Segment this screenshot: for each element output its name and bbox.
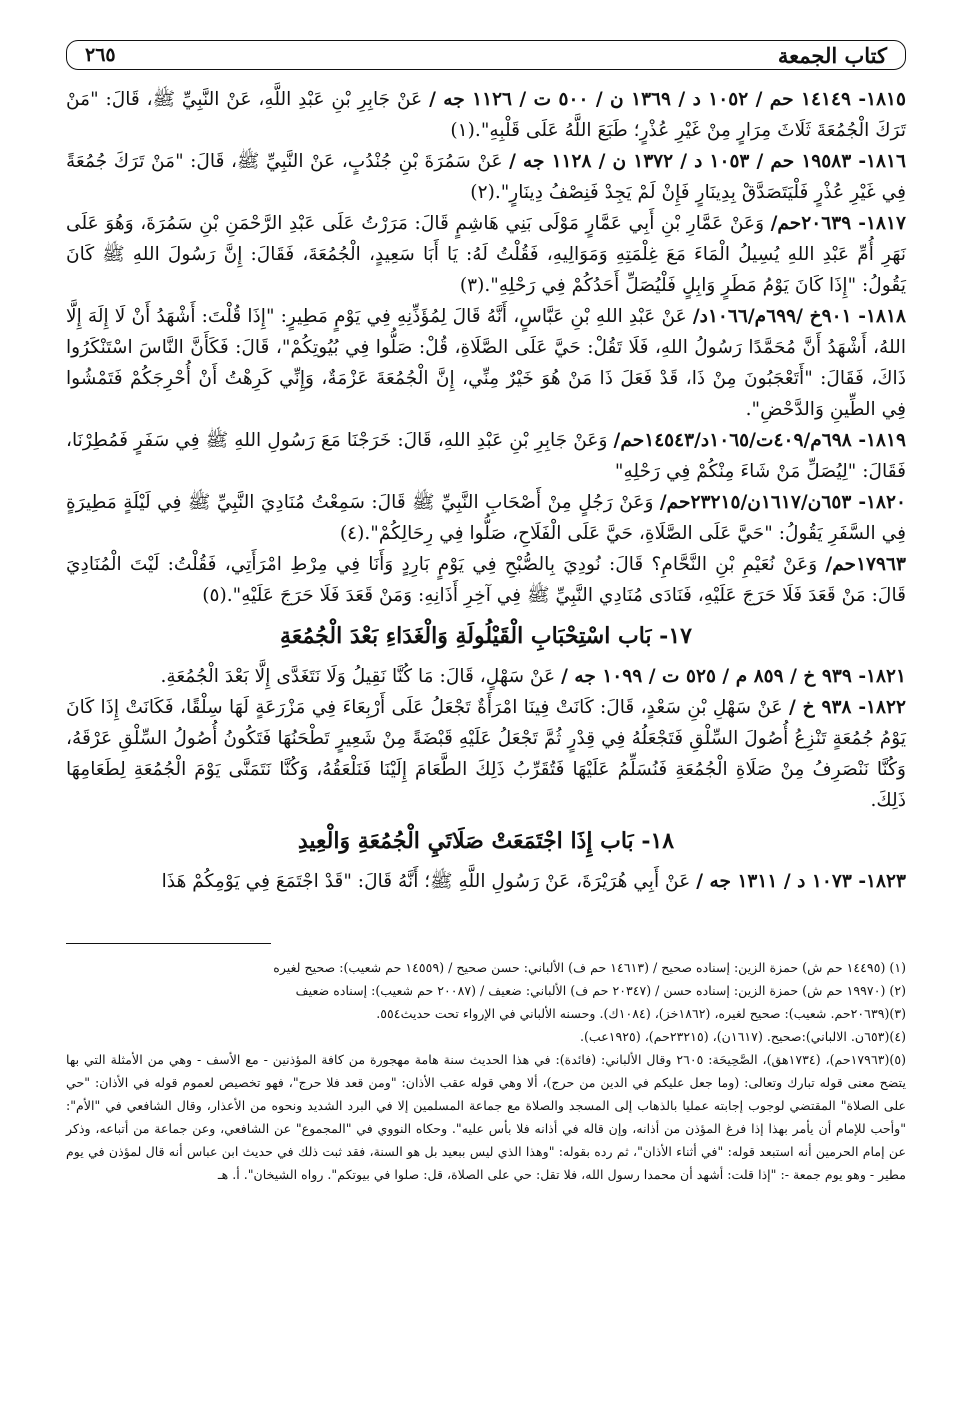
hadith-17963 (66, 549, 906, 611)
hadith-1816 (66, 146, 906, 208)
chapter-heading-17: ١٧- بَاب اسْتِحْبَابِ الْقَيْلُولَةِ وَالْغَدَاءِ بَعْدَ الْجُمُعَةِ (280, 623, 692, 649)
chapter-heading-18: ١٨- بَاب إِذَا اجْتَمَعَتْ صَلَاتَيِ الْجُمُعَةِ وَالْعِيدِ (297, 828, 675, 854)
page-header (66, 40, 906, 70)
book-title: كتاب الجمعة (777, 42, 887, 68)
hadith-number: ١٨١٩- ٦٩٨م/٤٠٩ت/١٠٦٥د/١٤٥٤٣حم/ (613, 430, 906, 451)
hadith-text: وَعَنْ نُعَيْمِ بْنِ النَّحَّامِ؟ قَالَ: نُودِيَ بِالصُّبْحِ فِي يَوْمٍ بَارِدٍ وَأَنَا فِي مِرْطِ امْرَأَتِي، فَقُلْتُ: لَيْتَ الْمُنَادِيَ قَالَ: مَنْ قَعَدَ فَلَا حَرَجَ عَلَيْهِ، فَنَادَى مُنَادِي النَّبِيِّ ﷺ فِي آخِرِ أَذَانِهِ: وَمَنْ قَعَدَ فَلَا حَرَجَ عَلَيْهِ".(٥) (66, 554, 906, 606)
hadith-text: عَنْ سَهْلِ بْنِ سَعْدٍ، قَالَ: كَانَتْ فِينَا امْرَأَةٌ تَجْعَلُ عَلَى أَرْبِعَاءَ فِي مَزْرَعَةٍ لَهَا سِلْقًا، فَكَانَتْ إِذَا كَانَ يَوْمُ جُمُعَةٍ تَنْزِعُ أُصُولَ السِّلْقِ فَتَجْعَلُهُ فِي قِدْرٍ ثُمَّ تَجْعَلُ عَلَيْهِ قَبْضَةً مِنْ شَعِيرٍ تَطْحَنُهَا فَتَكُونُ أُصُولُ السِّلْقِ عَرْقَهُ، وَكُنَّا نَنْصَرِفُ مِنْ صَلَاةِ الْجُمُعَةِ فَنُسَلِّمُ عَلَيْهَا فَتُقَرِّبُ ذَلِكَ الطَّعَامَ إِلَيْنَا فَنَلْعَقُهُ، وَكُنَّا نَتَمَنَّى يَوْمَ الْجُمُعَةِ لِطَعَامِهَا ذَلِكَ. (66, 697, 906, 811)
hadith-1823 (66, 866, 906, 897)
hadith-1818 (66, 301, 906, 425)
footnote-separator (66, 943, 271, 944)
footnote-4: (٤)(٦٥٣ن. الالباني):صحيح. (١٦١٧ن)، (٢٣٢١٥حم)، (١٩٢٥عب). (579, 1029, 906, 1044)
hadith-text: عَنْ سَهْلٍ، قَالَ: مَا كُنَّا نَقِيلُ وَلَا نَتَغَدَّى إِلَّا بَعْدَ الْجُمُعَةِ. (160, 666, 562, 687)
footnote-2: (٢) (١٩٩٧٠ حم ش) حمزة الزين: إسناده حسن / (٢٠٣٤٧ حم ف) الألباني: ضعيف / (٢٠٠٨٧ حم شعيب): إسناده ضعيف (295, 983, 906, 998)
hadith-1815 (66, 84, 906, 146)
hadith-number: ١٨٢٠- ٦٥٣ن/١٦١٧ن/٢٣٢١٥حم/ (659, 492, 906, 513)
hadith-1820 (66, 487, 906, 549)
hadith-text: عَنْ عَبْدِ اللهِ بْنِ عَبَّاسٍ، أَنَّهُ قَالَ لِمُؤَذِّنِهِ فِي يَوْمٍ مَطِيرٍ: "إِذَا قُلْتَ: أَشْهَدُ أَنْ لَا إِلَهَ إِلَّا اللهُ، أَشْهَدُ أَنَّ مُحَمَّدًا رَسُولُ اللهِ، فَلَا تَقُلْ: حَيَّ عَلَى الصَّلَاةِ، قُلْ: صَلُّوا فِي بُيُوتِكُمْ"، قَالَ: فَكَأَنَّ النَّاسَ اسْتَنْكَرُوا ذَاكَ، فَقَالَ: "أَتَعْجَبُونَ مِنْ ذَا، قَدْ فَعَلَ ذَا مَنْ هُوَ خَيْرٌ مِنِّي، إِنَّ الْجُمُعَةَ عَزْمَةٌ، وَإِنِّي كَرِهْتُ أَنْ أُحْرِجَكُمْ فَتَمْشُوا فِي الطِّينِ وَالدَّحْضِ". (66, 306, 906, 420)
footnotes (66, 956, 906, 1186)
page-number: ٢٦٥ (85, 44, 116, 66)
hadith-text: عَنْ أَبِي هُرَيْرَةَ، عَنْ رَسُولِ اللَّهِ ﷺ؛ أَنَّهُ قَالَ: "قَدْ اجْتَمَعَ فِي يَوْمِكُمْ هَذَا (161, 871, 697, 892)
hadith-number: ١٨١٧- ٢٠٦٣٩حم/ (770, 213, 906, 234)
hadith-number: ١٨٢٣- ١٠٧٣ د / ١٣١١ جه / (696, 871, 906, 892)
hadith-number: ١٨٢١- ٩٣٩ خ / ٨٥٩ م / ٥٢٥ ت / ١٠٩٩ جه / (561, 666, 906, 687)
footnote-5: (٥)(١٧٩٦٣حم)، (١٧٣٤هق)، الصَّحِيحَة: ٢٦٠٥ وقال الألباني: (فائدة): في هذا الحديث سنة هامة مهجورة من كافة المؤذنين - مع الأسف - وهي من الأمثلة التي بها يتضح معنى قوله تبارك وتعالى: (وما جعل عليكم في الدين من حرج)، ألا وهي قوله عقب الأذان: "ومن قعد فلا حرج"، فهو تخصيص لعموم قوله في الأذان: "حي على الصلاة" المقتضي لوجوب إجابته عمليا بالذهاب إلى المسجد والصلاة مع جماعة المسلمين إلا في البرد الشديد ونحوه من الأعذار، وقال الشافعي في "الأم": "وأحب للإمام أن يأمر بهذا إذا فرغ المؤذن من أذانه، وإن قاله في أذانه فلا بأس عليه". وحكاه النووي في "المجموع" عن الشافعي، وعن جماعة من أتباعه، وذكر عن إمام الحرمين أنه استبعد قوله: "في أثناء الأذان"، ثم رده بقوله: "وهذا الذي ليس ببعيد بل هو السنة، فقد ثبت ذلك في حديث ابن عباس أنه قال لمؤذن في يوم مطير - وهو يوم جمعة -: "إذا قلت: أشهد أن محمدا رسول الله، فلا تقل: حي على الصلاة، قل: صلوا في بيوتكم". رواه الشيخان". أ. هـ (66, 1052, 906, 1182)
hadith-text: وَعَنْ عَمَّارِ بْنِ أَبِي عَمَّارٍ مَوْلَى بَنِي هَاشِمٍ قَالَ: مَرَرْتُ عَلَى عَبْدِ الرَّحْمَنِ بْنِ سَمُرَةَ، وَهُوَ عَلَى نَهَرِ أُمِّ عَبْدِ اللهِ يُسِيلُ الْمَاءَ مَعَ غِلْمَتِهِ وَمَوَالِيهِ، فَقُلْتُ لَهُ: يَا أَبَا سَعِيدٍ، الْجُمُعَةَ، فَقَالَ: إِنَّ رَسُولَ اللهِ ﷺ كَانَ يَقُولُ: "إِذَا كَانَ يَوْمُ مَطَرٍ وَابِلٍ فَلْيُصَلِّ أَحَدُكُمْ فِي رَحْلِهِ".(٣) (66, 213, 906, 296)
footnote-1: (١) (١٤٤٩٥ حم ش) حمزة الزين: إسناده صحيح / (١٤٦١٣ حم ف) الألباني: حسن صحيح / (١٤٥٥٩ حم شعيب): صحيح لغيره (273, 960, 906, 975)
hadith-text: وَعَنْ جَابِرِ بْنِ عَبْدِ اللهِ، قَالَ: خَرَجْنَا مَعَ رَسُولِ اللهِ ﷺ فِي سَفَرٍ فَمُطِرْنَا، فَقَالَ: "لِيُصَلِّ مَنْ شَاءَ مِنْكُمْ فِي رَحْلِهِ" (66, 430, 906, 482)
footnote-3: (٣)(٢٠٦٣٩حم. شعيب): صحيح لغيره، (١٨٦٢خز)، (١٠٨٤ك). وحسنه الألباني في الإرواء تحت حديث٥٥٤. (376, 1006, 906, 1021)
hadith-text: وَعَنْ رَجُلٍ مِنْ أَصْحَابِ النَّبِيِّ ﷺ قَالَ: سَمِعْتُ مُنَادِيَ النَّبِيِّ ﷺ فِي لَيْلَةٍ مَطِيرَةٍ فِي السَّفَرِ يَقُولُ: "حَيَّ عَلَى الصَّلَاةِ، حَيَّ عَلَى الْفَلَاحِ، صَلُّوا فِي رِحَالِكُمْ".(٤) (66, 492, 906, 544)
hadith-number: ١٨١٨- ٩٠١خ /٦٩٩م/١٠٦٦د/ (692, 306, 906, 327)
document-page (66, 40, 906, 1186)
hadith-number: ١٧٩٦٣حم/ (825, 554, 906, 575)
hadith-number: ١٨٢٢- ٩٣٨ خ / (788, 697, 906, 718)
hadith-1819 (66, 425, 906, 487)
hadith-1821 (66, 661, 906, 692)
hadith-1817 (66, 208, 906, 301)
hadith-text: عَنْ جَابِرِ بْنِ عَبْدِ اللَّهِ، عَنْ النَّبِيِّ ﷺ، قَالَ: "مَنْ تَرَكَ الْجُمُعَةَ ثَلَاثَ مِرَارٍ مِنْ غَيْرِ عُذْرٍ؛ طَبَعَ اللَّهُ عَلَى قَلْبِهِ".(١) (66, 89, 906, 141)
hadith-number: ١٨١٦- ١٩٥٨٣ حم / ١٠٥٣ د / ١٣٧٢ ن / ١١٢٨ جه / (509, 151, 906, 172)
hadith-1822 (66, 692, 906, 816)
hadith-number: ١٨١٥- ١٤١٤٩ حم / ١٠٥٢ د / ١٣٦٩ ن / ٥٠٠ ت / ١١٢٦ جه / (429, 89, 907, 110)
hadith-text: عَنْ سَمُرَةَ بْنِ جُنْدُبٍ، عَنْ النَّبِيِّ ﷺ، قَالَ: "مَنْ تَرَكَ جُمُعَةً فِي غَيْرِ عُذْرٍ فَلْيَتَصَدَّقْ بِدِينَارٍ فَإِنْ لَمْ يَجِدْ فَنِصْفُ دِينَارٍ".(٢) (66, 151, 906, 203)
